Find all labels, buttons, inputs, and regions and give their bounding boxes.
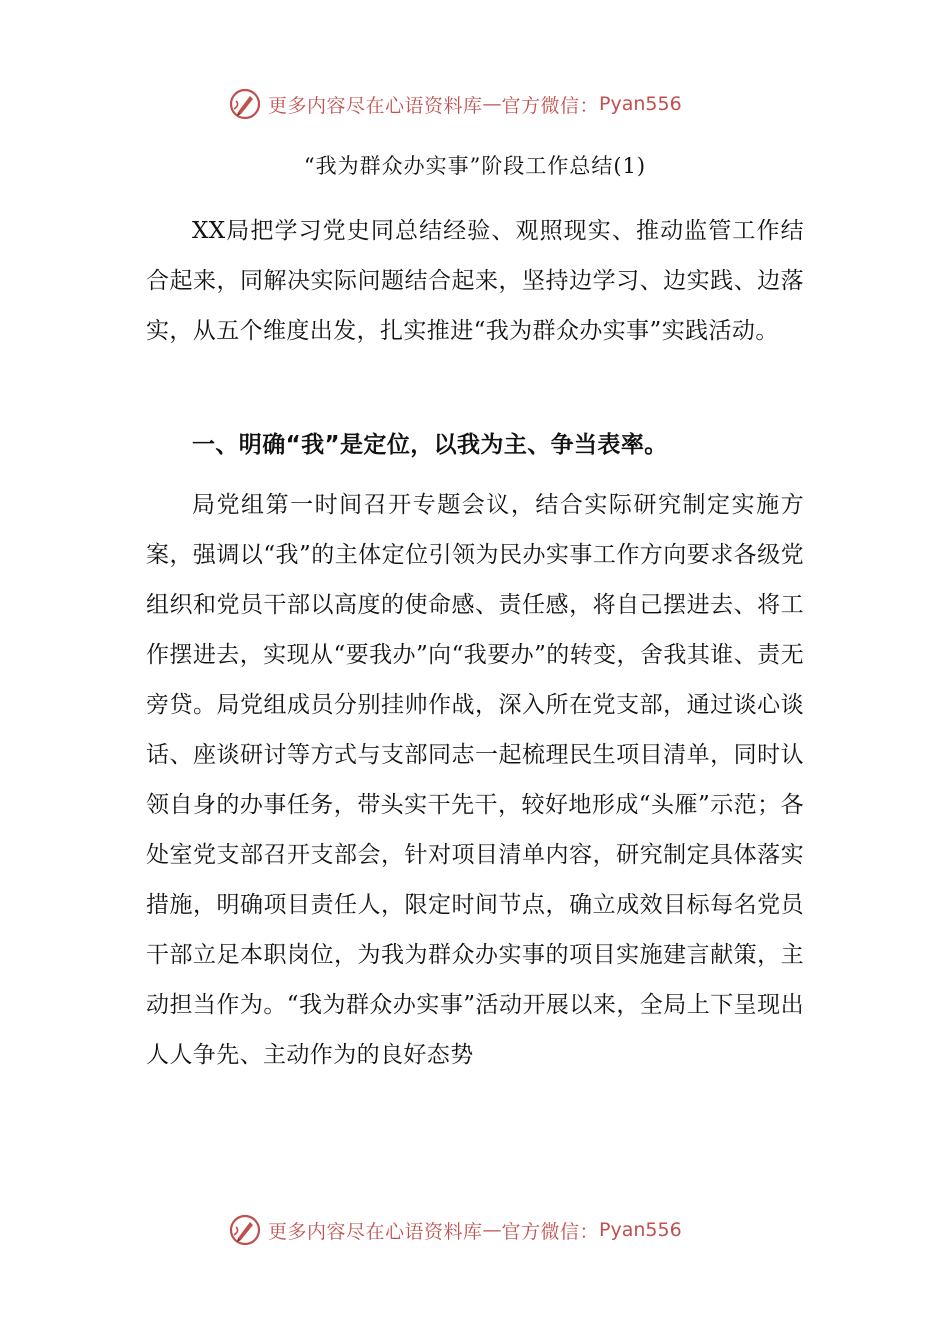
watermark-wechat-label: 官方微信： (501, 94, 600, 117)
section-heading-1: 一、明确“我”是定位，以我为主、争当表率。 (192, 432, 668, 458)
document-title: “我为群众办实事”阶段工作总结(1) (303, 154, 647, 178)
pen-logo-icon (228, 1213, 262, 1247)
pen-logo-icon (228, 87, 262, 121)
intro-paragraph: XX局把学习党史同总结经验、观照现实、推动监管工作结合起来，同解决实际问题结合起来，坚持边学习、边实践、边落实，从五个维度出发，扎实推进“我为群众办实事”实践活动。 (146, 218, 804, 344)
watermark-site-text: 更多内容尽在心语资料库 (268, 94, 483, 117)
watermark-separator: — (482, 93, 502, 115)
watermark-banner-bottom (228, 1210, 682, 1250)
watermark-banner-top (228, 84, 682, 124)
section-body-1: 局党组第一时间召开专题会议，结合实际研究制定实施方案，强调以“我”的主体定位引领为民办实事工作方向要求各级党组织和党员干部以高度的使命感、责任感，将自己摆进去、将工作摆进去，实现从“要我办”向“我要办”的转变，舍我其谁、责无旁贷。局党组成员分别挂帅作战，深入所在党支部，通过谈心谈话、座谈研讨等方式与支部同志一起梳理民生项目清单，同时认领自身的办事任务，带头实干先干，较好地形成“头雁”示范；各处室党支部召开支部会，针对项目清单内容，研究制定具体落实措施，明确项目责任人，限定时间节点，确立成效目标每名党员干部立足本职岗位，为我为群众办实事的项目实施建言献策，主动担当作为。“我为群众办实事”活动开展以来，全局上下呈现出人人争先、主动作为的良好态势 (146, 492, 804, 1068)
watermark-separator: — (482, 1219, 502, 1241)
watermark-wechat-id: Pyan556 (599, 1219, 682, 1241)
watermark-wechat-id: Pyan556 (599, 93, 682, 115)
watermark-site-text: 更多内容尽在心语资料库 (268, 1220, 483, 1243)
watermark-wechat-label: 官方微信： (501, 1220, 600, 1243)
